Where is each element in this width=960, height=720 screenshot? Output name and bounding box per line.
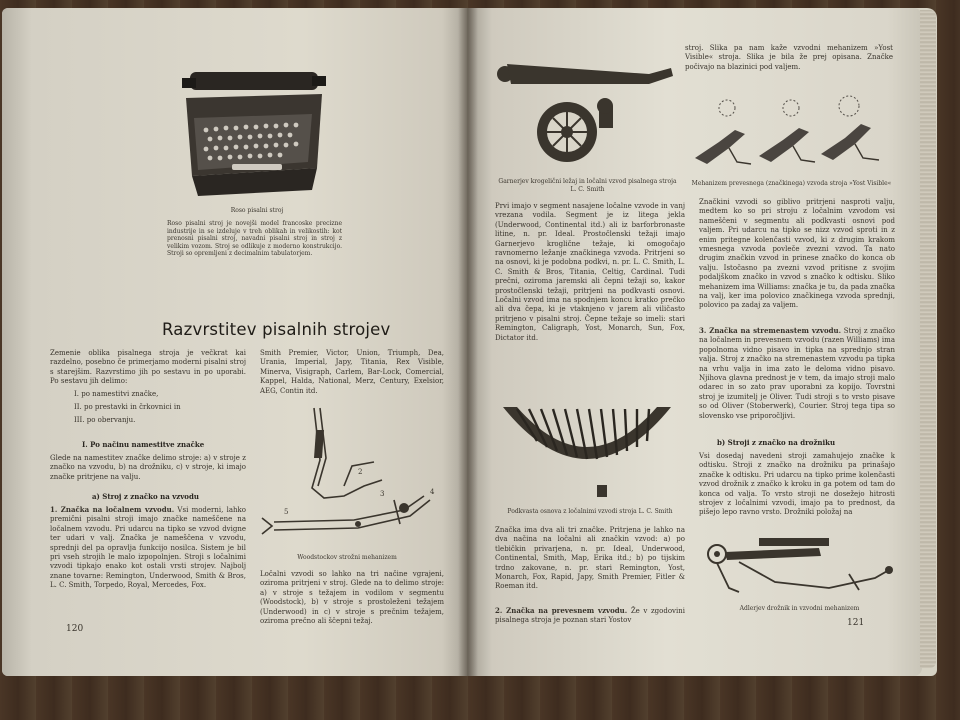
- page-number-right: 121: [847, 618, 865, 628]
- section-3-body: Stroj z značko na ločalnem in prevesnem vzvodu (razen Williams) ima popolnoma vidno pisavo in tipka na sprednjo stran valja. Stroj z značko na stremenastem vzvodu pa tipka na vrhu valja in ima zato le deloma vidno pisavo. Njihova glavna prednost je v tem, da imajo stroji malo odarec in so zato prav uporabni za kopijo. Tovrstni stroj je izumitelj je Oliver. Tudi stroji s to vrsto pisave so od Oliver (Stoberwerk), Courier. Stroj tega tipa so slovensko vse priporočljivi.: [699, 327, 895, 420]
- section-1a-body: Vsi moderni, lahko premični pisalni stroji imajo značke nameščene na ločalnem vzvodu. Pri udarcu na tipko se vzvod dvigne ter udari v valj. Značka je nameščena v vzvodu, sprednji del pa opravlja funkcijo nosilca. Sistem je bil pri vseh strojih le malo izpopolnjen. Stroji s ločalnimi vzvodi tipkajo enako kot ostali vrsti strojev. Najbolj znane tovarne: Remington, Underwood, Smith & Bros, L. C. Smith, Torpedo, Royal, Mercedes, Fox.: [50, 506, 247, 590]
- horseshoe-base-diagram: [497, 401, 677, 501]
- yost-caption: Mehanizem prevesnega (značkinega) vzvoda stroja »Yost Visible«: [691, 180, 892, 187]
- typewriter-brands-list: Smith Premier, Victor, Union, Triumph, Dea, Urania, Imperial, Japy, Titania, Rex Visible, Minerva, Visigraph, Carlem, Bar-Lock, Comercial, Kappel, Halda, National, Merz, Century, Exelsior, AEG, Contin itd.: [260, 349, 444, 395]
- right-top-text: stroj. Slika pa nam kaže vzvodni mehanizem »Yost Visible« stroja. Slika je bila že prej opisana. Značke počivajo na blazinici pod valjem.: [685, 44, 893, 71]
- section-1a-title: 1. Značka na ločalnem vzvodu.: [50, 505, 175, 514]
- list-item: I. po namestitvi značke,: [74, 390, 159, 398]
- section-b-title: b) Stroji z značko na drožniku: [717, 438, 836, 447]
- section-1-title: I. Po načinu namestitve značke: [82, 440, 205, 449]
- intro-paragraph: Zemenie oblika pisalnega stroja je večkrat kai razdelno, posebno če primerjamo moderni pisalni stroj s starejšim. Razvrstimo jih po sestavu in po uporabi. Po sestavu jih delimo:: [50, 349, 246, 386]
- open-book: [2, 8, 937, 676]
- section-a-title: a) Stroj z značko na vzvodu: [92, 492, 199, 501]
- lever-mounting-text: Ločalni vzvodi so lahko na tri načine vgrajeni, oziroma pritrjeni v stroj. Glede na to delimo stroje: a) v stroje s težajem in vodilom v segmentu (Woodstock), b) v stroje s prostoleženi težajem (Underwood) in c) v stroje s prečnim težajem, oziroma prečno ali ščepni težaj.: [260, 570, 444, 626]
- garner-bearing-diagram: [489, 46, 674, 176]
- yost-visible-mechanism-diagram: [689, 90, 894, 178]
- woodstock-caption: Woodstockov strožni mehanizem: [297, 554, 397, 561]
- section-1a-text: [50, 505, 246, 591]
- adler-typebar-diagram: [699, 530, 899, 600]
- typewriter-illustration: [172, 58, 332, 203]
- svg-text:3: 3: [380, 490, 385, 498]
- adler-caption: Adlerjev drožnik in vzvodni mehanizem: [739, 605, 860, 612]
- section-2-body: Že v zgodovini pisalnega stroja je poznan stari Yostov: [495, 607, 685, 625]
- section-1-text: Glede na namestitev značke delimo stroje: a) v stroje z značko na vzvodu, b) na drožniku, c) v stroje, ki imajo značke pritrjene na valju.: [50, 454, 246, 481]
- typewriter-description: Roso pisalni stroj je novejši model francoske precizne industrije in se izdeluje v treh oblikah in velikostih: kot prenosni pisalni stroj, navadni pisalni stroj in stroj z velikim vozom. Stroj se odlikuje z moderno konstrukcijo. Stroji so opremljeni z decimalnim tabulatorjem.: [167, 220, 342, 257]
- horseshoe-caption: Podkvasta osnova z ločalnimi vzvodi stroja L. C. Smith: [507, 508, 673, 515]
- woodstock-mechanism-diagram: [254, 400, 442, 550]
- svg-text:5: 5: [284, 508, 289, 516]
- section-3-text: [699, 326, 895, 421]
- section-2-title: 2. Značka na prevesnem vzvodu.: [495, 606, 628, 615]
- typewriter-caption: Roso pisalni stroj: [230, 207, 284, 214]
- left-page: [2, 8, 467, 676]
- svg-text:2: 2: [358, 468, 363, 476]
- section-2-text: [495, 606, 685, 626]
- classification-list: [74, 388, 244, 427]
- garner-caption: Garnerjev krogelični ležaj in ločalni vzvod pisalnega stroja L. C. Smith: [498, 178, 677, 193]
- list-item: III. po obervanju.: [74, 416, 136, 424]
- bearing-types-text: Prvi imajo v segment nasajene ločalne vzvode in vanj vrezana vodila. Segment je iz litega jekla (Underwood, Continental itd.) ali iz barforbronaste litine, n. pr. Ideal. Prostočlenski težaji imajo Garnerjevo kroglične težaje, ki omogočajo ravnomerno ležanje značkinega vzvoda. Pritrjeni so na osnovi, ki je podobna podkvi, n. pr. L. C. Smith, L. C. Smith & Bros, Titania, Celtig, Cardinal. Tudi prečni, oziroma jaremski ali čepni težaji so, kakor prostočlenski težaji, pritrjeni na podkvasti osnovi. Ločalni vzvod ima na spodnjem koncu kratko prečko ali dva čepa, ki je vtaknjeno v jarem ali viličasto pritrjeno v pisalni stroj. Čepne težaje so imeli: stari Remington, Caligraph, Yost, Monarch, Sun, Fox, Dictator itd.: [495, 202, 685, 342]
- page-number-left: 120: [66, 624, 84, 634]
- type-lever-text: Značkini vzvodi so giblivo pritrjeni nasproti valju, medtem ko so pri stroju z ločalnim vzvodom vsi nameščeni v segmentu ali podkvasti osnovi pod valjem. Pri udarcu na tipko se nizz vzvod sproti in z enim pritegne kolenčasti vzvod, ki z drugim krakom vmesnega vzvoda povleče zvezni vzvod. Ta nato drugim značkin vzvod in prinese značko do konca ob valju. Istočasno pa zvezni vzvod pritisne z svojim podaljškom značko in vzvod s značko k odtisku. Sliko mehanizem ima Williams: značka je tu, da pada značka na valj, ker ima polovico značkinega vzvoda sprednji, polovico pa zadaj za valjem.: [699, 198, 895, 310]
- section-3-title: 3. Značka na stremenastem vzvodu.: [699, 326, 842, 335]
- list-item: II. po prestavki in črkovnici in: [74, 403, 181, 411]
- type-attachment-text: Značka ima dva ali tri značke. Pritrjena je lahko na dva načina na ločalni ali značkin vzvod: a) po tlebičkin privarjena, n. pr. Ideal, Underwood, Continental, Smith, Map, Erika itd.; b) po tijskim trdno zakovane, n. pr. stari Remington, Yost, Monarch, Fox, Rapid, Japy, Smith Premier, Fitler & Roeman itd.: [495, 526, 685, 591]
- right-page: [467, 8, 922, 676]
- section-b-text: Vsi dosedaj navedeni stroji zamahujejo značke k odtisku. Stroji z značko na drožniku pa prinašajo značke k odtisku. Pri udarcu na tipko prime kolenčasti vzvod drožnik z značko k kroku in ga potem od tam do konca od valja. To vrsto stroji ne dosežejo hitrosti strojev z ločalnimi vzvodi, imajo pa to prednost, da pišejo lepo ravno vrsto. Drožniki položaj na: [699, 452, 895, 517]
- page-edges: [920, 10, 936, 668]
- book-spine-gutter: [458, 8, 478, 676]
- page-heading: Razvrstitev pisalnih strojev: [162, 320, 391, 339]
- svg-text:4: 4: [430, 488, 435, 496]
